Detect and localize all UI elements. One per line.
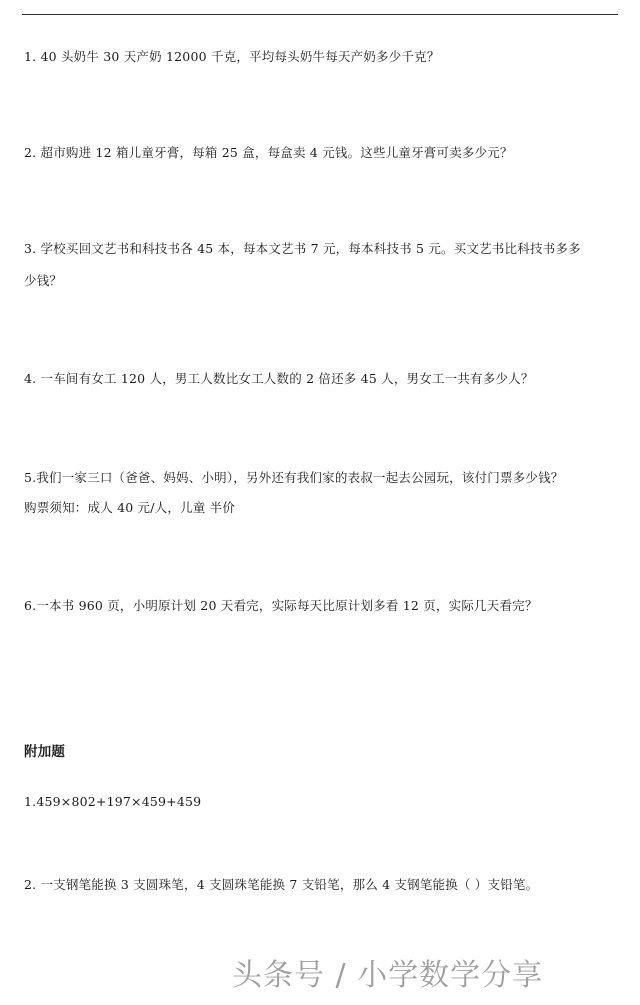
question-2-line-1: 2. 超市购进 12 箱儿童牙膏，每箱 25 盒，每盒卖 4 元钱。这些儿童牙膏可卖多少元？ xyxy=(24,145,513,160)
question-3-line-2: 少钱？ xyxy=(24,273,63,288)
question-5-line-2: 购票须知：成人 40 元/人，儿童 半价 xyxy=(24,500,236,515)
top-rule xyxy=(22,14,618,15)
extra-section-heading: 附加题 xyxy=(24,744,66,760)
question-5-line-1: 5.我们一家三口（爸爸、妈妈、小明），另外还有我们家的表叔一起去公园玩，该付门票多少钱？ xyxy=(24,470,564,485)
question-6-line-1: 6.一本书 960 页，小明原计划 20 天看完，实际每天比原计划多看 12 页，实际几天看完？ xyxy=(24,598,538,613)
question-4-line-1: 4. 一车间有女工 120 人，男工人数比女工人数的 2 倍还多 45 人，男女工一共有多少人？ xyxy=(24,371,534,386)
watermark: 头条号 / 小学数学分享 xyxy=(232,958,544,993)
extra-item-2: 2. 一支钢笔能换 3 支圆珠笔，4 支圆珠笔能换 7 支铅笔，那么 4 支钢笔能换（ ）支铅笔。 xyxy=(24,877,539,892)
extra-item-1: 1.459×802+197×459+459 xyxy=(24,794,202,809)
question-1-line-1: 1. 40 头奶牛 30 天产奶 12000 千克，平均每头奶牛每天产奶多少千克？ xyxy=(24,49,440,64)
question-3-line-1: 3. 学校买回文艺书和科技书各 45 本，每本文艺书 7 元，每本科技书 5 元。买文艺书比科技书多多 xyxy=(24,241,581,256)
